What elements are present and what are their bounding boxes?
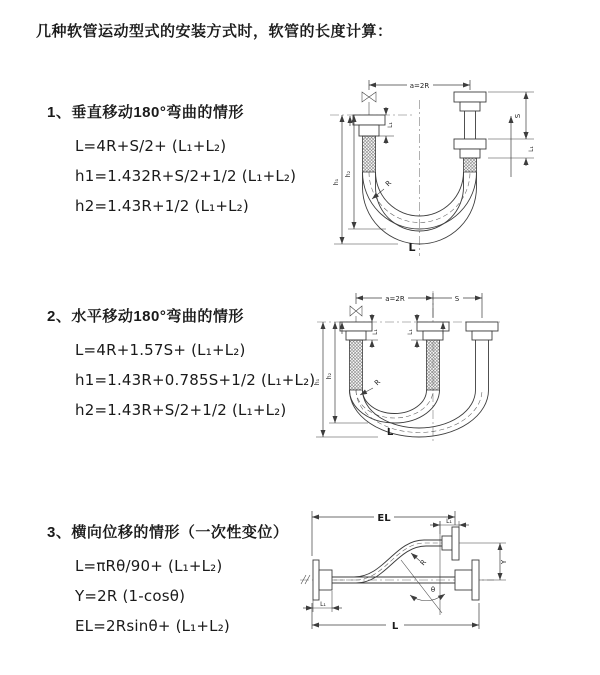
dim-label-h1: h₁ <box>314 378 321 386</box>
radius-callout <box>360 378 382 395</box>
length-label: L <box>386 427 394 438</box>
dimension-fitting-right-l1 <box>488 131 535 166</box>
middle-hose-end-fitting <box>417 322 449 390</box>
section-2-heading: 2、水平移动180°弯曲的情形 <box>47 308 244 325</box>
dim-label-l1-left: L₁ <box>387 122 394 128</box>
length-label: L <box>391 621 399 632</box>
diagram-lateral-displacement <box>298 503 568 643</box>
formula-y: Y=2R (1-cosθ) <box>75 587 186 605</box>
radius-label: R <box>418 558 429 568</box>
radius-callout <box>411 553 428 567</box>
dimension-el <box>312 511 455 556</box>
angle-label: θ <box>430 586 436 594</box>
dimension-width-a2r <box>356 293 482 318</box>
dim-label-l1-mid: L₁ <box>407 329 414 335</box>
section-1-formulas <box>47 131 296 221</box>
page-title: 几种软管运动型式的安装方式时，软管的长度计算： <box>36 23 393 40</box>
dim-label-a2r: a=2R <box>409 82 430 90</box>
formula-el: EL=2Rsinθ+ (L₁+L₂) <box>75 617 230 635</box>
valve-symbol <box>350 306 362 322</box>
dimension-length-l <box>312 603 479 632</box>
dim-label-l1-top: L₁ <box>446 518 452 525</box>
right-hose-end-fitting <box>466 322 498 390</box>
dim-label-l1-left: L₁ <box>320 601 326 608</box>
right-hose-end-fitting <box>454 92 486 172</box>
dimension-fitting-left-l1 <box>303 591 342 612</box>
dim-label-h1: h₁ <box>333 178 340 186</box>
left-hose-end-fitting <box>353 115 385 172</box>
radius-label: R <box>373 378 383 388</box>
left-hose-end-fitting <box>340 322 372 390</box>
section-3-heading: 3、横向位移的情形（一次性变位） <box>47 524 289 541</box>
dim-label-s: S <box>514 113 522 119</box>
left-flange <box>313 560 332 600</box>
formula-length: L=4R+S/2+ (L₁+L₂) <box>75 137 227 155</box>
angle-construction <box>401 521 445 615</box>
formula-h2: h2=1.43R+S/2+1/2 (L₁+L₂) <box>75 401 287 419</box>
section-3-formulas <box>47 551 288 641</box>
hose-u-bend-position2 <box>350 390 489 437</box>
valve-symbol <box>362 92 376 115</box>
dim-label-s: S <box>454 295 460 303</box>
dim-label-el: EL <box>377 513 391 524</box>
dim-label-y: Y <box>500 559 508 565</box>
section-2-formulas <box>47 335 315 425</box>
diagram-vertical-180-bend <box>314 64 589 264</box>
dimension-fitting-top-l1 <box>430 518 469 534</box>
dim-label-l1-left: L₁ <box>372 329 379 335</box>
upper-flange-displaced <box>442 527 459 560</box>
section-1-heading: 1、垂直移动180°弯曲的情形 <box>47 104 244 121</box>
formula-length: L=πRθ/90+ (L₁+L₂) <box>75 557 223 575</box>
diagram-horizontal-180-bend <box>312 284 512 452</box>
dim-label-a2r: a=2R <box>385 295 405 303</box>
section-lateral-displacement <box>47 521 288 641</box>
dim-label-l1-right: L₁ <box>528 146 535 152</box>
dim-label-h2: h₂ <box>326 372 333 380</box>
radius-label: R <box>384 179 394 189</box>
formula-length: L=4R+1.57S+ (L₁+L₂) <box>75 341 246 359</box>
length-label: L <box>408 241 416 254</box>
formula-h1: h1=1.43R+0.785S+1/2 (L₁+L₂) <box>75 371 316 389</box>
formula-h1: h1=1.432R+S/2+1/2 (L₁+L₂) <box>75 167 297 185</box>
dim-label-h2: h₂ <box>345 170 352 178</box>
dimension-fitting-left-l1 <box>378 107 394 144</box>
section-horizontal-movement <box>47 305 315 425</box>
formula-h2: h2=1.43R+1/2 (L₁+L₂) <box>75 197 249 215</box>
section-vertical-movement <box>47 101 296 221</box>
dimension-width-a2r <box>369 80 470 90</box>
right-flange-straight <box>455 560 479 600</box>
